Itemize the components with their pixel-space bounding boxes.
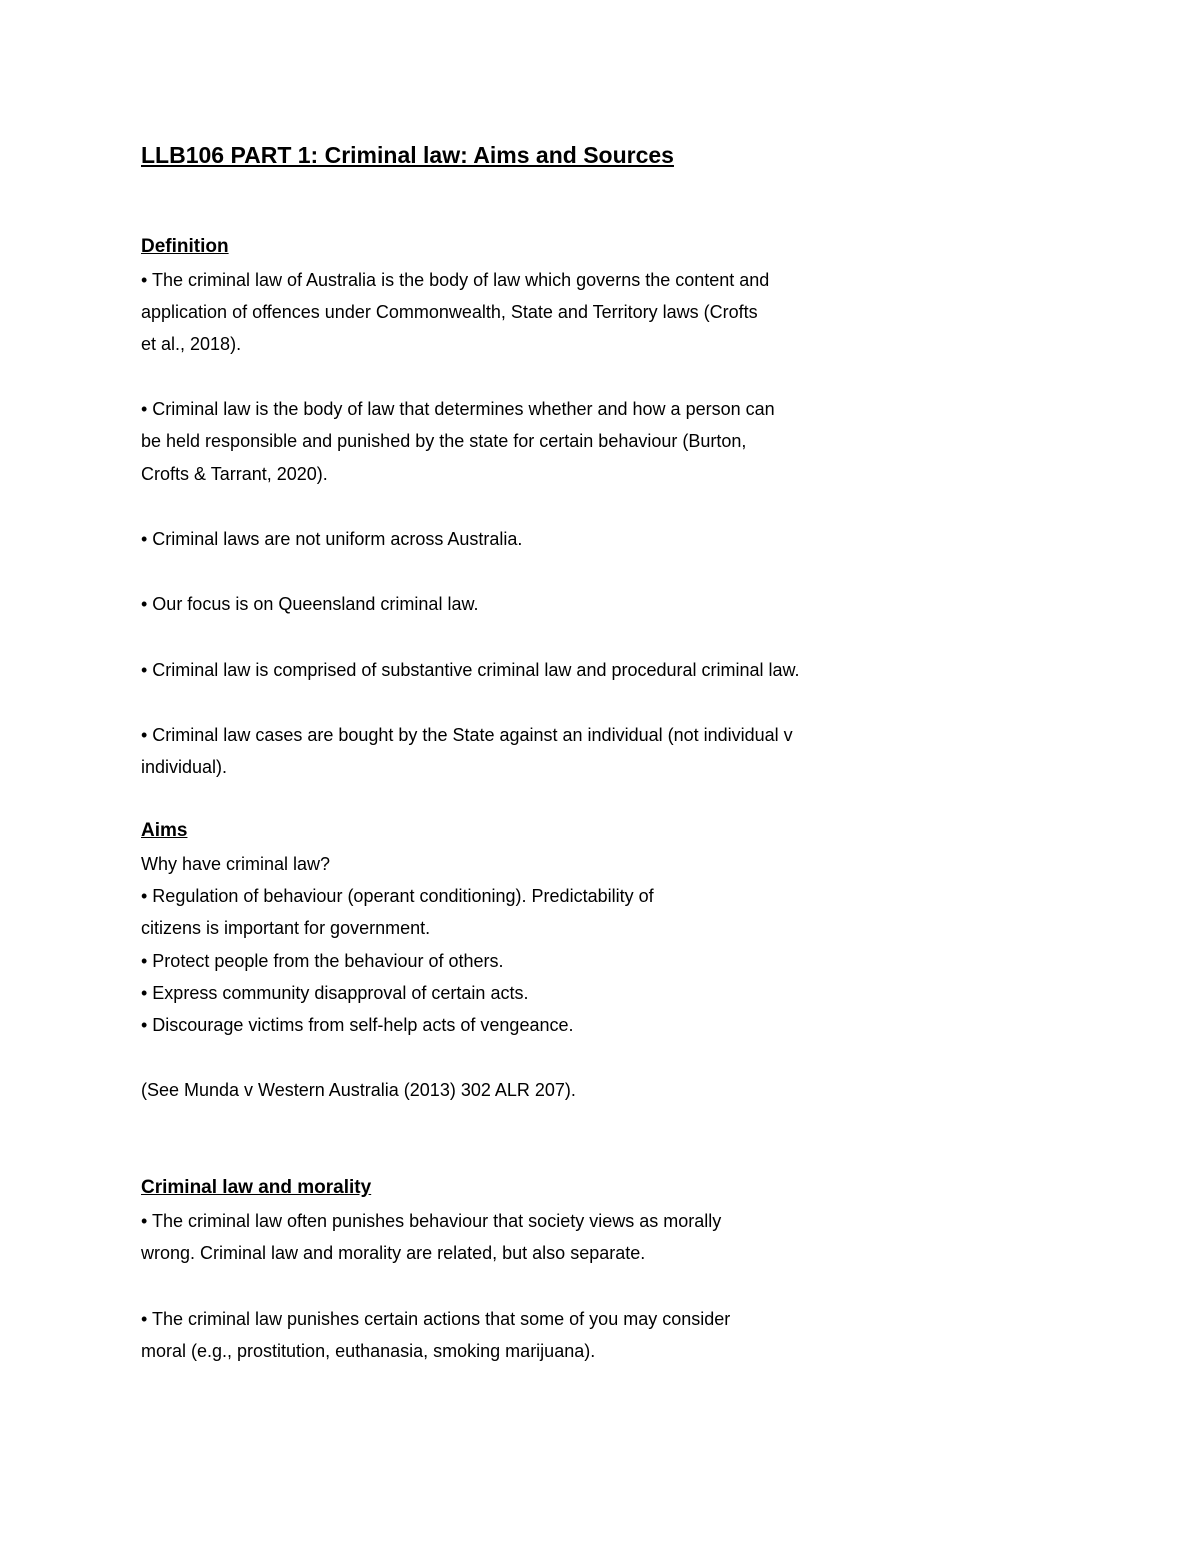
definition-line: • Criminal law is comprised of substantive criminal law and procedural criminal law.	[141, 660, 800, 680]
definition-line: • Criminal law is the body of law that determines whether and how a person can	[141, 399, 775, 419]
definition-line: et al., 2018).	[141, 334, 242, 354]
aims-line: • Discourage victims from self-help acts of vengeance.	[141, 1015, 574, 1035]
morality-line: moral (e.g., prostitution, euthanasia, smoking marijuana).	[141, 1341, 596, 1361]
aims-line: • Express community disapproval of certain acts.	[141, 983, 529, 1003]
definition-line: be held responsible and punished by the state for certain behaviour (Burton,	[141, 431, 747, 451]
aims-line: • Regulation of behaviour (operant conditioning). Predictability of	[141, 886, 654, 906]
aims-heading: Aims	[141, 820, 188, 841]
definition-line: application of offences under Commonwealth, State and Territory laws (Crofts	[141, 302, 758, 322]
document-title: LLB106 PART 1: Criminal law: Aims and Sources	[141, 142, 674, 168]
definition-line: Crofts & Tarrant, 2020).	[141, 464, 328, 484]
morality-heading: Criminal law and morality	[141, 1177, 372, 1198]
morality-line: wrong. Criminal law and morality are related, but also separate.	[141, 1243, 646, 1263]
definition-line: • The criminal law of Australia is the body of law which governs the content and	[141, 270, 770, 290]
definition-line: • Criminal law cases are bought by the State against an individual (not individual v	[141, 725, 793, 745]
definition-heading: Definition	[141, 236, 229, 257]
morality-line: • The criminal law often punishes behaviour that society views as morally	[141, 1211, 722, 1231]
citation-line: (See Munda v Western Australia (2013) 302 ALR 207).	[141, 1080, 576, 1100]
definition-line: • Criminal laws are not uniform across Australia.	[141, 529, 523, 549]
aims-line: Why have criminal law?	[141, 854, 331, 874]
definition-line: • Our focus is on Queensland criminal law.	[141, 594, 479, 614]
aims-line: citizens is important for government.	[141, 918, 431, 938]
definition-line: individual).	[141, 757, 228, 777]
aims-line: • Protect people from the behaviour of others.	[141, 951, 504, 971]
morality-line: • The criminal law punishes certain actions that some of you may consider	[141, 1309, 731, 1329]
